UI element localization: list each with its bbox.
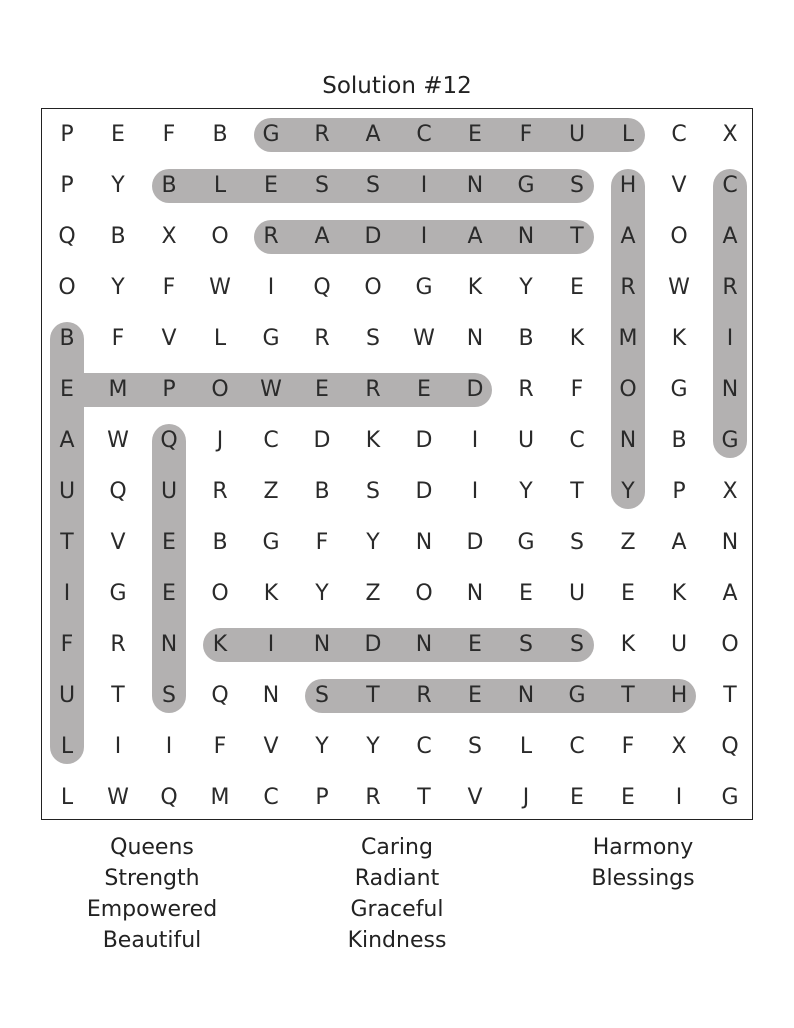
grid-cell[interactable]: I	[267, 632, 275, 657]
grid-cell[interactable]: H	[619, 173, 637, 198]
grid-cell[interactable]: W	[260, 377, 282, 402]
grid-cell[interactable]: F	[570, 377, 584, 402]
grid-cell[interactable]: U	[670, 632, 688, 657]
grid-cell[interactable]: A	[722, 224, 738, 249]
grid-cell[interactable]: N	[721, 530, 739, 555]
grid-cell[interactable]: J	[522, 785, 530, 810]
grid-cell[interactable]: Q	[58, 224, 76, 249]
grid-cell[interactable]: R	[263, 224, 279, 249]
grid-cell[interactable]: E	[111, 122, 125, 147]
grid-cell[interactable]: F	[111, 326, 125, 351]
grid-cell[interactable]: Q	[721, 734, 739, 759]
grid-cell[interactable]: P	[162, 377, 176, 402]
word-list-item: Queens	[110, 835, 194, 860]
grid-cell[interactable]: O	[364, 275, 382, 300]
grid-cell[interactable]: T	[621, 683, 635, 708]
grid-cell[interactable]: K	[263, 581, 279, 606]
grid-cell[interactable]: T	[570, 224, 584, 249]
grid-cell[interactable]: Y	[519, 479, 533, 504]
grid-cell[interactable]: G	[721, 428, 739, 453]
grid-cell[interactable]: F	[519, 122, 533, 147]
grid-cell[interactable]: G	[670, 377, 688, 402]
grid-cell[interactable]: G	[262, 122, 280, 147]
grid-cell[interactable]: Y	[519, 275, 533, 300]
grid-cell[interactable]: F	[213, 734, 227, 759]
grid-cell[interactable]: A	[722, 581, 738, 606]
grid-cell[interactable]: V	[110, 530, 126, 555]
grid-cell[interactable]: C	[416, 734, 432, 759]
word-list-column-2	[287, 832, 507, 956]
grid-cell[interactable]: V	[263, 734, 279, 759]
grid-cell[interactable]: Y	[366, 734, 380, 759]
grid-cell[interactable]: E	[468, 122, 482, 147]
grid-cell[interactable]: U	[58, 683, 76, 708]
grid-cell[interactable]: L	[519, 734, 533, 759]
grid-cell[interactable]: I	[471, 428, 479, 453]
grid-cell[interactable]: Q	[211, 683, 229, 708]
grid-cell[interactable]: P	[60, 173, 74, 198]
grid-cell[interactable]: O	[58, 275, 76, 300]
grid-cell[interactable]: O	[211, 377, 229, 402]
grid-cell[interactable]: G	[262, 530, 280, 555]
word-list-item: Graceful	[350, 897, 444, 922]
grid-cell[interactable]: W	[668, 275, 690, 300]
grid-cell[interactable]: T	[366, 683, 380, 708]
word-list-item: Strength	[104, 866, 200, 891]
grid-cell[interactable]: D	[415, 479, 433, 504]
grid-cell[interactable]: D	[364, 224, 382, 249]
grid-cell[interactable]: Z	[365, 581, 381, 606]
word-list-item: Kindness	[347, 928, 447, 953]
grid-cell[interactable]: K	[212, 632, 228, 657]
grid-cell[interactable]: I	[420, 224, 428, 249]
grid-cell[interactable]: D	[364, 632, 382, 657]
grid-cell[interactable]: N	[313, 632, 331, 657]
grid-cell[interactable]: B	[161, 173, 177, 198]
word-list-item: Blessings	[591, 866, 695, 891]
grid-cell[interactable]: T	[417, 785, 431, 810]
grid-cell[interactable]: T	[111, 683, 125, 708]
grid-cell[interactable]: B	[110, 224, 126, 249]
grid-cell[interactable]: S	[570, 632, 584, 657]
grid-cell[interactable]: E	[621, 581, 635, 606]
word-list-column-1	[42, 832, 262, 956]
grid-cell[interactable]: R	[314, 122, 330, 147]
grid-cell[interactable]: T	[60, 530, 74, 555]
grid-cell[interactable]: S	[366, 326, 380, 351]
grid-cell[interactable]: E	[162, 581, 176, 606]
grid-cell[interactable]: F	[162, 122, 176, 147]
grid-cell[interactable]: Z	[263, 479, 279, 504]
grid-cell[interactable]: C	[671, 122, 687, 147]
grid-cell[interactable]: D	[466, 530, 484, 555]
grid-cell[interactable]: W	[107, 785, 129, 810]
grid-cell[interactable]: C	[722, 173, 738, 198]
grid-cell[interactable]: E	[468, 632, 482, 657]
grid-cell[interactable]: X	[161, 224, 177, 249]
grid-cell[interactable]: B	[59, 326, 75, 351]
grid-cell[interactable]: S	[468, 734, 482, 759]
grid-cell[interactable]: N	[517, 683, 535, 708]
grid-cell[interactable]: R	[365, 785, 381, 810]
grid-cell[interactable]: I	[420, 173, 428, 198]
grid-cell[interactable]: W	[107, 428, 129, 453]
grid-cell[interactable]: I	[675, 785, 683, 810]
grid-cell[interactable]: V	[671, 173, 687, 198]
grid-cell[interactable]: O	[211, 581, 229, 606]
grid-cell[interactable]: G	[262, 326, 280, 351]
grid-cell[interactable]: K	[620, 632, 636, 657]
grid-cell[interactable]: A	[671, 530, 687, 555]
grid-cell[interactable]: S	[315, 173, 329, 198]
grid-cell[interactable]: O	[619, 377, 637, 402]
grid-cell[interactable]: B	[212, 530, 228, 555]
grid-cell[interactable]: E	[162, 530, 176, 555]
word-search-grid	[41, 108, 753, 820]
grid-cell[interactable]: C	[416, 122, 432, 147]
grid-cell[interactable]: N	[415, 632, 433, 657]
grid-cell[interactable]: E	[264, 173, 278, 198]
grid-cell[interactable]: I	[114, 734, 122, 759]
grid-cell[interactable]: N	[619, 428, 637, 453]
grid-cell[interactable]: L	[213, 326, 227, 351]
word-list-item: Caring	[361, 835, 433, 860]
grid-cell[interactable]: B	[671, 428, 687, 453]
grid-cell[interactable]: R	[620, 275, 636, 300]
word-list-item: Beautiful	[102, 928, 202, 953]
grid-cell[interactable]: T	[723, 683, 737, 708]
grid-cell[interactable]: P	[672, 479, 686, 504]
grid-cell[interactable]: Q	[109, 479, 127, 504]
grid-cell[interactable]: R	[416, 683, 432, 708]
grid-cell[interactable]: X	[722, 479, 738, 504]
grid-cell[interactable]: E	[60, 377, 74, 402]
grid-cell[interactable]: A	[467, 224, 483, 249]
grid-cell[interactable]: L	[60, 785, 74, 810]
grid-cell[interactable]: I	[726, 326, 734, 351]
grid-cell[interactable]: N	[517, 224, 535, 249]
grid-cell[interactable]: S	[315, 683, 329, 708]
grid-cell[interactable]: F	[621, 734, 635, 759]
grid-cell[interactable]: M	[618, 326, 638, 351]
word-list-item: Empowered	[86, 897, 218, 922]
grid-cell[interactable]: O	[211, 224, 229, 249]
grid-cell[interactable]: S	[570, 530, 584, 555]
grid-cell[interactable]: S	[162, 683, 176, 708]
grid-cell[interactable]: Q	[160, 785, 178, 810]
grid-cell[interactable]: R	[314, 326, 330, 351]
grid-cell[interactable]: S	[519, 632, 533, 657]
grid-cell[interactable]: K	[467, 275, 483, 300]
grid-cell[interactable]: Y	[111, 275, 125, 300]
grid-cell[interactable]: B	[314, 479, 330, 504]
grid-cell[interactable]: R	[212, 479, 228, 504]
grid-cell[interactable]: E	[468, 683, 482, 708]
grid-cell[interactable]: R	[110, 632, 126, 657]
grid-cell[interactable]: Y	[366, 530, 380, 555]
grid-cell[interactable]: U	[568, 581, 586, 606]
grid-cell[interactable]: H	[670, 683, 688, 708]
grid-cell[interactable]: Q	[313, 275, 331, 300]
grid-cell[interactable]: X	[671, 734, 687, 759]
grid-cell[interactable]: V	[467, 785, 483, 810]
grid-cell[interactable]: U	[58, 479, 76, 504]
grid-cell[interactable]: U	[517, 428, 535, 453]
grid-cell[interactable]: N	[466, 173, 484, 198]
grid-cell[interactable]: U	[160, 479, 178, 504]
word-list	[0, 832, 794, 972]
grid-cell[interactable]: F	[315, 530, 329, 555]
grid-cell[interactable]: Y	[315, 734, 329, 759]
grid-cell[interactable]: E	[315, 377, 329, 402]
grid-cell[interactable]: E	[519, 581, 533, 606]
grid-cell[interactable]: W	[209, 275, 231, 300]
grid-cell[interactable]: U	[568, 122, 586, 147]
grid-cell[interactable]: G	[517, 530, 535, 555]
grid-cell[interactable]: O	[721, 632, 739, 657]
grid-cell[interactable]: O	[670, 224, 688, 249]
grid-cell[interactable]: G	[109, 581, 127, 606]
grid-cell[interactable]: X	[722, 122, 738, 147]
grid-cell[interactable]: N	[466, 326, 484, 351]
grid-cell[interactable]: Y	[315, 581, 329, 606]
letter-cells	[42, 109, 752, 819]
grid-cell[interactable]: I	[267, 275, 275, 300]
grid-cell[interactable]: A	[59, 428, 75, 453]
grid-cell[interactable]: A	[620, 224, 636, 249]
grid-cell[interactable]: Y	[621, 479, 635, 504]
grid-cell[interactable]: A	[365, 122, 381, 147]
grid-cell[interactable]: V	[161, 326, 177, 351]
grid-cell[interactable]: E	[570, 785, 584, 810]
grid-cell[interactable]: W	[413, 326, 435, 351]
grid-cell[interactable]: L	[60, 734, 74, 759]
grid-cell[interactable]: I	[165, 734, 173, 759]
grid-cell[interactable]: S	[366, 479, 380, 504]
word-list-column-3	[533, 832, 753, 894]
grid-cell[interactable]: P	[315, 785, 329, 810]
grid-cell[interactable]: G	[415, 275, 433, 300]
grid-cell[interactable]: G	[568, 683, 586, 708]
grid-cell[interactable]: B	[212, 122, 228, 147]
grid-cell[interactable]: Y	[111, 173, 125, 198]
grid-cell[interactable]: R	[365, 377, 381, 402]
grid-cell[interactable]: I	[471, 479, 479, 504]
grid-cell[interactable]: E	[570, 275, 584, 300]
puzzle-title: Solution #12	[322, 73, 472, 99]
grid-cell[interactable]: E	[621, 785, 635, 810]
grid-cell[interactable]: R	[518, 377, 534, 402]
grid-cell[interactable]: F	[162, 275, 176, 300]
grid-cell[interactable]: R	[722, 275, 738, 300]
grid-cell[interactable]: K	[671, 581, 687, 606]
grid-cell[interactable]: T	[570, 479, 584, 504]
grid-cell[interactable]: P	[60, 122, 74, 147]
grid-cell[interactable]: I	[63, 581, 71, 606]
grid-cell[interactable]: G	[721, 785, 739, 810]
grid-cell[interactable]: N	[160, 632, 178, 657]
grid-cell[interactable]: C	[569, 428, 585, 453]
grid-cell[interactable]: B	[518, 326, 534, 351]
word-list-item: Radiant	[354, 866, 440, 891]
grid-cell[interactable]: O	[415, 581, 433, 606]
grid-cell[interactable]: D	[415, 428, 433, 453]
grid-cell[interactable]: D	[313, 428, 331, 453]
word-list-item: Harmony	[592, 835, 694, 860]
grid-cell[interactable]: F	[60, 632, 74, 657]
grid-cell[interactable]: A	[314, 224, 330, 249]
grid-cell[interactable]: L	[213, 173, 227, 198]
grid-cell[interactable]: N	[721, 377, 739, 402]
grid-cell[interactable]: Q	[160, 428, 178, 453]
grid-cell[interactable]: S	[366, 173, 380, 198]
grid-cell[interactable]: M	[210, 785, 230, 810]
grid-cell[interactable]: D	[466, 377, 484, 402]
grid-cell[interactable]: C	[569, 734, 585, 759]
grid-cell[interactable]: L	[621, 122, 635, 147]
grid-cell[interactable]: J	[216, 428, 224, 453]
grid-cell[interactable]: K	[569, 326, 585, 351]
grid-cell[interactable]: G	[517, 173, 535, 198]
grid-cell[interactable]: Z	[620, 530, 636, 555]
grid-cell[interactable]: S	[570, 173, 584, 198]
grid-cell[interactable]: N	[262, 683, 280, 708]
grid-cell[interactable]: C	[263, 428, 279, 453]
grid-cell[interactable]: C	[263, 785, 279, 810]
grid-cell[interactable]: K	[365, 428, 381, 453]
grid-cell[interactable]: N	[466, 581, 484, 606]
grid-cell[interactable]: K	[671, 326, 687, 351]
grid-cell[interactable]: E	[417, 377, 431, 402]
grid-cell[interactable]: N	[415, 530, 433, 555]
grid-cell[interactable]: M	[108, 377, 128, 402]
